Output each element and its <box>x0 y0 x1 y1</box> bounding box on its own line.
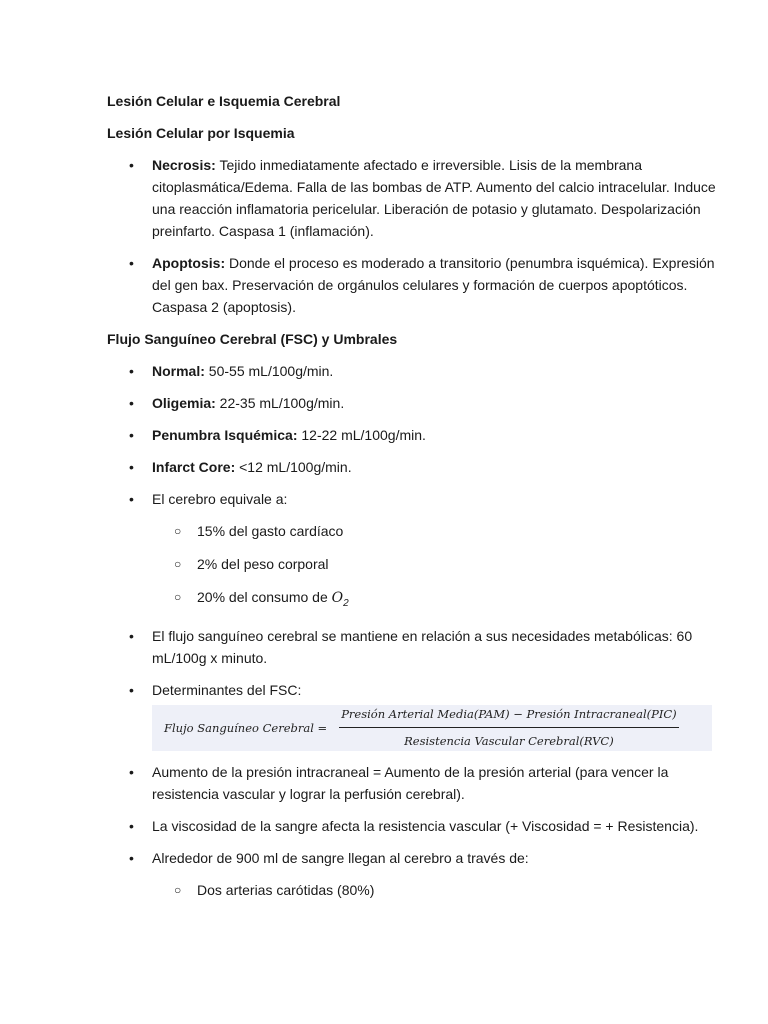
threshold-value: <12 mL/100g/min. <box>235 459 352 475</box>
bullet-icon: • <box>129 681 134 698</box>
bullet-icon: • <box>129 849 134 866</box>
sub-item-text: 15% del gasto cardíaco <box>197 523 344 539</box>
bullet-icon: • <box>129 363 134 379</box>
bullet-icon: • <box>129 763 134 780</box>
circle-bullet-icon: ○ <box>174 524 182 538</box>
pic-increase-text: Aumento de la presión intracraneal = Aumento de la presión arterial (para vencer la resistencia vascular y lograr la perfusión cerebral). <box>152 763 669 802</box>
brain-equiv-sublist <box>152 520 717 615</box>
necrosis-label: Necrosis: <box>152 157 216 173</box>
list-item-viscosity <box>107 815 717 837</box>
necrosis-text: Tejido inmediatamente afectado e irreversible. Lisis de la membrana citoplasmática/Edema. Falla de las bombas de ATP. Aumento del calcio intracelular. Induce una reacción inflamatoria pericelular. Liberación de potasio y glutamato. Despolarización preinfarto. Caspasa 1 (inflamación). <box>152 157 716 239</box>
threshold-value: 12-22 mL/100g/min. <box>297 427 426 443</box>
list-item-oligemia <box>107 392 717 414</box>
list-item-penumbra <box>107 424 717 446</box>
bullet-icon: • <box>129 395 134 411</box>
list-item-flow-maintained <box>107 625 717 669</box>
brain-equiv-text: El cerebro equivale a: <box>152 491 288 507</box>
sub-list-item <box>152 879 717 901</box>
list-item-normal <box>107 360 717 382</box>
bullet-icon: • <box>129 427 134 443</box>
section-heading-lesion: Lesión Celular por Isquemia <box>107 125 295 141</box>
sub-item-text: 2% del peso corporal <box>197 556 329 572</box>
apoptosis-text: Donde el proceso es moderado a transitorio (penumbra isquémica). Expresión del gen bax. Preservación de orgánulos celulares y formación de cuerpos apoptóticos. Caspasa 2 (apoptosis). <box>152 255 715 315</box>
section-heading-fsc: Flujo Sanguíneo Cerebral (FSC) y Umbrales <box>107 331 398 347</box>
bullet-icon: • <box>129 157 134 173</box>
circle-bullet-icon: ○ <box>174 882 182 897</box>
flow-maintained-text: El flujo sanguíneo cerebral se mantiene en relación a sus necesidades metabólicas: 60 mL/100g x minuto. <box>152 627 693 666</box>
bullet-icon: • <box>129 817 134 834</box>
list-item-pic-increase <box>107 761 717 805</box>
sub-list-item <box>152 586 717 615</box>
formula-lhs: Flujo Sanguíneo Cerebral = <box>164 720 328 735</box>
fsc-formula <box>152 705 712 751</box>
determinants-text: Determinantes del FSC: <box>152 681 302 698</box>
list-item-necrosis <box>107 154 717 242</box>
bullet-icon: • <box>129 459 134 475</box>
o2-symbol: O <box>331 590 344 606</box>
bullet-icon: • <box>129 255 134 271</box>
document-title: Lesión Celular e Isquemia Cerebral <box>107 93 341 109</box>
sub-item-text: 20% del consumo de <box>197 589 332 605</box>
blood-volume-sublist <box>152 879 717 901</box>
threshold-value: 50-55 mL/100g/min. <box>204 363 334 379</box>
list-item-apoptosis <box>107 252 717 318</box>
list-item-determinants <box>107 679 717 751</box>
circle-bullet-icon: ○ <box>174 557 182 571</box>
formula-denominator: Resistencia Vascular Cerebral(RVC) <box>404 734 614 749</box>
threshold-label: Normal: <box>152 363 205 379</box>
sub-list-item <box>152 520 717 542</box>
list-item-blood-volume <box>107 847 717 901</box>
formula-fraction <box>339 703 678 752</box>
bullet-icon: • <box>129 491 134 507</box>
threshold-value: 22-35 mL/100g/min. <box>215 395 345 411</box>
lesion-list <box>107 154 717 318</box>
formula-numerator: Presión Arterial Media(PAM) − Presión Intracraneal(PIC) <box>339 703 678 728</box>
viscosity-text: La viscosidad de la sangre afecta la resistencia vascular (+ Viscosidad = + Resistencia). <box>152 817 699 834</box>
sub-list-item <box>152 553 717 575</box>
blood-volume-text: Alrededor de 900 ml de sangre llegan al cerebro a través de: <box>152 849 529 866</box>
o2-subscript: 2 <box>343 597 349 609</box>
circle-bullet-icon: ○ <box>174 590 182 604</box>
fsc-list <box>107 360 717 901</box>
threshold-label: Penumbra Isquémica: <box>152 427 298 443</box>
apoptosis-label: Apoptosis: <box>152 255 226 271</box>
threshold-label: Infarct Core: <box>152 459 236 475</box>
document-page <box>107 90 717 912</box>
threshold-label: Oligemia: <box>152 395 216 411</box>
list-item-brain-equiv <box>107 488 717 615</box>
bullet-icon: • <box>129 627 134 644</box>
sub-item-text: Dos arterias carótidas (80%) <box>197 881 375 898</box>
list-item-infarct-core <box>107 456 717 478</box>
